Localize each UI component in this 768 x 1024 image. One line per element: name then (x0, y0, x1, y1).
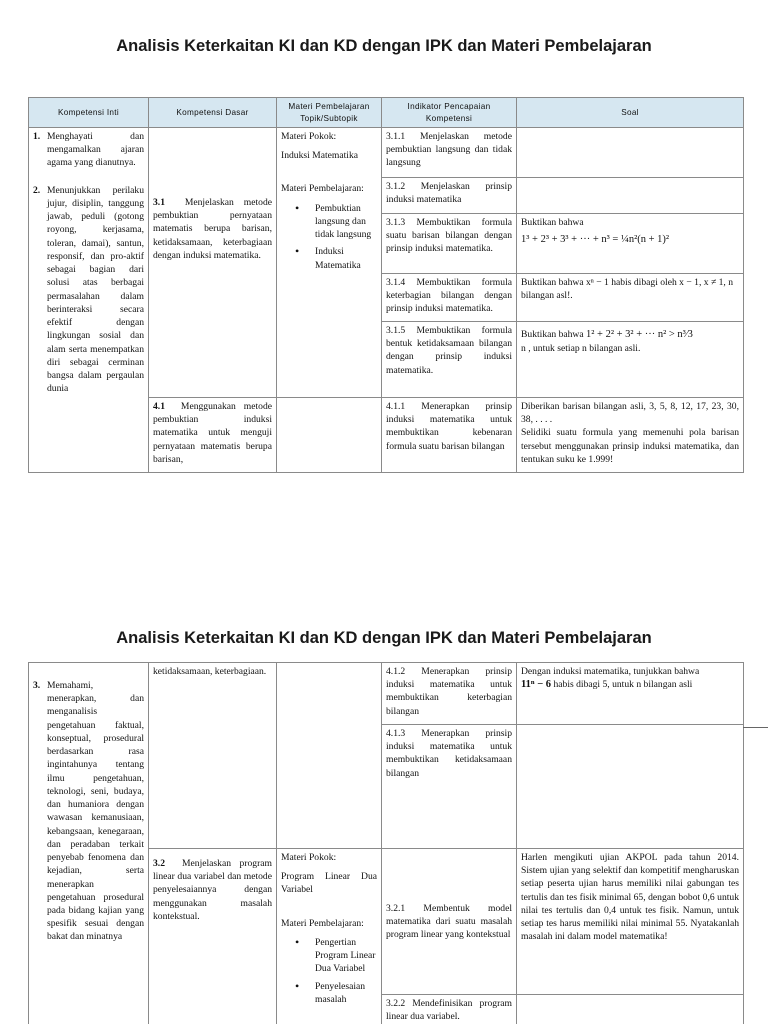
header-materi: Materi Pembelajaran Topik/Subtopik (277, 98, 382, 128)
ipk-cell: 3.1.3 Membuktikan formula suatu barisan bilangan dengan prinsip induksi matematika. (382, 214, 517, 274)
header-soal: Soal (517, 98, 744, 128)
ipk-cell: 3.1.1 Menjelaskan metode pembuktian langsung dan tidak langsung (382, 128, 517, 178)
soal-cell: Buktikan bahwa 1² + 2² + 3² + ··· n² > n³⁄3 n , untuk setiap n bilangan asli. (517, 322, 744, 398)
ipk-cell: 3.2.2 Mendefinisikan program linear dua variabel. (382, 995, 517, 1024)
materi-list (281, 202, 377, 272)
kd-item: 3.1 Menjelaskan metode pembuktian pernyataan matematis berupa barisan, ketidaksamaan, keterbagiaan dengan induksi matematika. (153, 197, 272, 261)
ki-item: 1. Menghayati dan mengamalkan ajaran agama yang dianutnya. (33, 131, 144, 169)
soal-cell (517, 725, 744, 849)
ipk-cell: 3.1.4 Membuktikan formula keterbagian bilangan dengan prinsip induksi matematika. (382, 274, 517, 322)
soal-cell: Buktikan bahwa xⁿ − 1 habis dibagi oleh x − 1, x ≠ 1, n bilangan asl!. (517, 274, 744, 322)
ki-cell (29, 128, 149, 473)
materi-cell (277, 398, 382, 473)
divider (743, 727, 768, 728)
soal-cell: Diberikan barisan bilangan asli, 3, 5, 8, 12, 17, 23, 30, 38, . . . . Selidiki suatu formula yang memenuhi pola barisan tersebut menggunakan prinsip induksi matematika, dan tentukan suku ke 1.999! (517, 398, 744, 473)
analysis-table (28, 662, 744, 1024)
list-item: • Induksi Matematika (295, 245, 377, 271)
analysis-table (28, 97, 744, 473)
list-item: • Pembuktian langsung dan tidak langsung (295, 202, 377, 242)
materi-cell: Materi Pokok: Program Linear Dua Variabel Materi Pembelajaran: • Pengertian Program Linear Dua Variabel • Penyelesaian masalah (277, 849, 382, 1024)
soal-cell (517, 178, 744, 214)
ipk-cell: 3.1.2 Menjelaskan prinsip induksi matematika (382, 178, 517, 214)
soal-cell (517, 128, 744, 178)
kd-item: 3.2 Menjelaskan program linear dua variabel dan metode penyelesaiannya dengan menggunakan masalah kontekstual. (149, 849, 277, 1024)
ki-item: 3. Memahami, menerapkan, dan menganalisis pengetahuan faktual, konseptual, prosedural berdasarkan rasa ingintahunya tentang ilmu pengetahuan, teknologi, seni, budaya, dan humaniora dengan wawasan kemanusiaan, kebangsaan, kenegaraan, dan peradaban terkait penyebab fenomena dan kejadian, serta menerapkan pengetahuan prosedural pada bidang kajian yang spesifik sesuai dengan bakat dan minatnya (33, 680, 144, 943)
math-formula: 1³ + 2³ + 3³ + ··· + n³ = ¼n²(n + 1)² (521, 234, 670, 246)
page-title: Analisis Keterkaitan KI dan KD dengan IPK dan Materi Pembelajaran (116, 629, 652, 647)
ki-cell (29, 663, 149, 1024)
kd-cell (149, 128, 277, 398)
math-formula: 1² + 2² + 3² + ··· n² > n³⁄3 (586, 329, 693, 340)
ipk-cell: 3.1.5 Membuktikan formula bentuk ketidaksamaan bilangan dengan prinsip induksi matematika. (382, 322, 517, 398)
ki-item: 2. Menunjukkan perilaku jujur, disiplin, tanggung jawab, peduli (gotong royong, kerjasama, toleran, damai), santun, responsif, dan pro-aktif sebagai bagian dari solusi atas berbagai permasalahan dalam berinteraksi secara efektif dengan lingkungan sosial dan alam serta menempatkan diri sebagai cerminan bangsa dalam pergaulan dunia (33, 184, 144, 395)
kd-cell: ketidaksamaan, keterbagiaan. (149, 663, 277, 849)
soal-cell: Dengan induksi matematika, tunjukkan bahwa 11ⁿ − 6 habis dibagi 5, untuk n bilangan asli (517, 663, 744, 725)
math-formula: 11ⁿ − 6 (521, 679, 552, 691)
header-indikator: Indikator Pencapaian Kompetensi (382, 98, 517, 128)
ipk-cell: 4.1.1 Menerapkan prinsip induksi matematika untuk membuktikan kebenaran formula suatu barisan bilangan (382, 398, 517, 473)
materi-cell (277, 663, 382, 849)
list-item: • Pengertian Program Linear Dua Variabel (295, 936, 377, 976)
ipk-cell: 4.1.2 Menerapkan prinsip induksi matematika untuk membuktikan keterbagian bilangan (382, 663, 517, 725)
kd-item: 4.1 Menggunakan metode pembuktian induksi matematika untuk menguji pernyataan matematis berupa barisan, (149, 398, 277, 473)
list-item: • Penyelesaian masalah (295, 980, 377, 1006)
soal-cell: Buktikan bahwa 1³ + 2³ + 3³ + ··· + n³ = ¼n²(n + 1)² (517, 214, 744, 274)
materi-cell: Materi Pokok: Induksi Matematika Materi Pembelajaran: • Pembuktian langsung dan tidak langsung • Induksi Matematika (277, 128, 382, 398)
soal-cell (517, 995, 744, 1024)
materi-list (281, 936, 377, 1006)
ipk-cell: 3.2.1 Membentuk model matematika dari suatu masalah program linear yang kontekstual (382, 849, 517, 995)
soal-cell: Harlen mengikuti ujian AKPOL pada tahun 2014. Sistem ujian yang selektif dan kompetitif mengharuskan setiap peserta ujian harus memiliki nilai gabungan tes tertulis dan tes fisik minimal 65, dengan bobot 0,6 untuk nilai tes tertulis dan 0,4 untuk tes fisik. Namun, untuk setiap tes harus memiliki nilai minimal 55. Nyatakanlah masalah ini dalam model matematika! (517, 849, 744, 995)
header-kompetensi-dasar: Kompetensi Dasar (149, 98, 277, 128)
header-kompetensi-inti: Kompetensi Inti (29, 98, 149, 128)
ipk-cell: 4.1.3 Menerapkan prinsip induksi matematika untuk membuktikan ketidaksamaan bilangan (382, 725, 517, 849)
page-title: Analisis Keterkaitan KI dan KD dengan IPK dan Materi Pembelajaran (116, 37, 652, 55)
